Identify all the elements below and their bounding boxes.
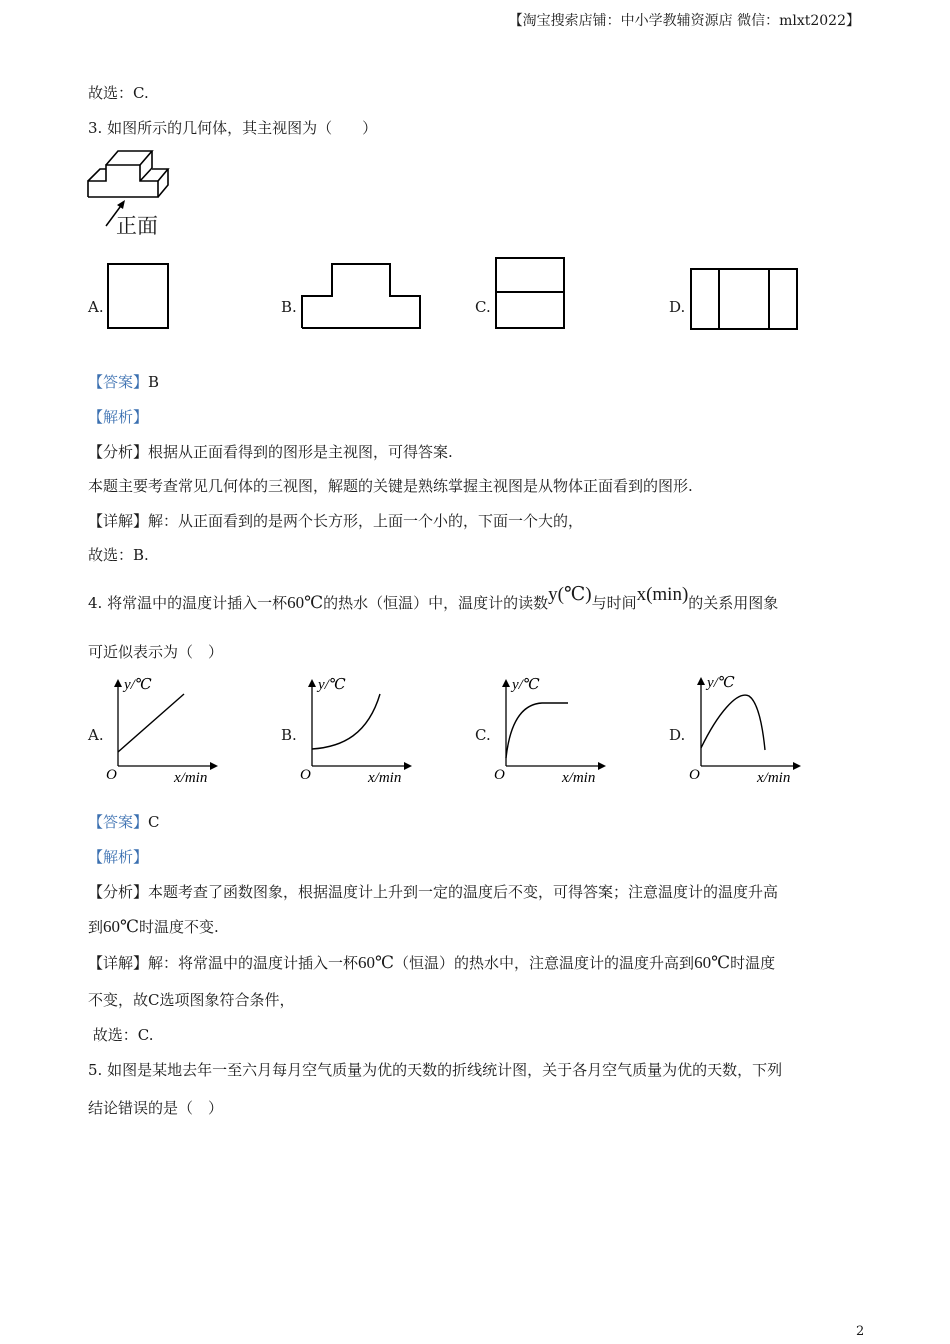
q4-detail [88,952,775,973]
q4-graph-b-xlabel: x/min [368,770,402,786]
q4-stem-p3: 与时间 [591,594,637,612]
q3-analysis-tag: 【解析】 [88,408,149,426]
q4-fenxi-line2-p1: 到 [88,918,104,936]
q4-stem-p4: 的关系用图象 [688,594,779,612]
q4-y-var: y(℃) [548,584,592,605]
q3-answer-value: B [148,373,160,391]
q4-detail-temp1: 60℃ [358,953,395,972]
q4-stem-p2: 的热水（恒温）中，温度计的读数 [323,594,549,612]
q4-detail-p2: （恒温）的热水中，注意温度计的温度升高到 [394,954,695,972]
q4-fenxi-line2 [88,916,219,937]
q4-graph-b-origin: O [300,767,311,783]
q4-detail-p3: 时温度 [730,954,776,972]
q4-answer-value: C [148,813,160,831]
q3-front-label: 正面 [116,214,158,238]
q3-option-d-figure [689,267,799,331]
q4-graph-d-ylabel: y/℃ [707,675,735,691]
q4-analysis-tag: 【解析】 [88,848,149,866]
q4-graph-d-origin: O [689,767,700,783]
header-shop-info: 【淘宝搜索店铺：中小学教辅资源店 微信：mlxt2022】 [508,13,860,29]
q4-graph-c-ylabel: y/℃ [512,677,540,693]
q4-detail-p1: 【详解】解：将常温中的温度计插入一杯 [88,954,359,972]
q3-stem: 3. 如图所示的几何体，其主视图为（ ） [88,119,378,137]
q4-stem-line2: 可近似表示为（ ） [88,643,224,661]
q3-detail: 【详解】解：从正面看到的是两个长方形，上面一个小的，下面一个大的， [88,512,584,530]
q4-choice: 故选：C. [88,1026,154,1044]
q4-temp: 60℃ [287,593,324,612]
q4-answer [88,811,160,832]
q4-graph-c-origin: O [494,767,505,783]
q4-graph-a [104,672,224,787]
q4-graph-c [492,672,612,787]
q4-fenxi-temp: 60℃ [103,917,140,936]
q4-stem-line1 [88,584,779,614]
q4-graph-a-origin: O [106,767,117,783]
q3-option-d-label: D. [669,298,686,316]
q3-answer-tag: 【答案】 [88,373,149,391]
q3-option-a-figure [106,262,170,330]
q4-graph-d [687,670,807,787]
q4-option-c-label: C. [475,726,491,744]
q4-x-var: x(min) [636,584,689,605]
q3-fenxi: 【分析】根据从正面看得到的图形是主视图，可得答案. [88,443,453,461]
q5-stem-line2: 结论错误的是（ ） [88,1099,224,1117]
q4-graph-a-ylabel: y/℃ [124,677,152,693]
q5-stem-line1: 5. 如图是某地去年一至六月每月空气质量为优的天数的折线统计图，关于各月空气质量为优的天数，下列 [88,1061,783,1079]
q4-option-b-label: B. [281,726,297,744]
q4-fenxi-line2-p2: 时温度不变. [139,918,219,936]
q3-note: 本题主要考查常见几何体的三视图，解题的关键是熟练掌握主视图是从物体正面看到的图形. [88,477,693,495]
q4-answer-tag: 【答案】 [88,813,149,831]
q4-stem-p1: 4. 将常温中的温度计插入一杯 [88,594,288,612]
page-number: 2 [856,1324,865,1339]
q4-graph-b [298,672,418,787]
q3-answer [88,371,159,392]
q4-graph-b-ylabel: y/℃ [318,677,346,693]
q4-graph-d-xlabel: x/min [757,770,791,786]
q3-option-a-label: A. [88,298,104,316]
q2-choice: 故选：C. [88,84,149,102]
q3-option-c-label: C. [475,298,491,316]
q4-graph-c-xlabel: x/min [562,770,596,786]
q4-option-d-label: D. [669,726,686,744]
q3-option-b-label: B. [281,298,297,316]
q4-option-a-label: A. [88,726,104,744]
q4-detail-line2: 不变，故C选项图象符合条件， [88,991,295,1009]
q4-graph-a-xlabel: x/min [174,770,208,786]
q4-fenxi: 【分析】本题考查了函数图象，根据温度计上升到一定的温度后不变，可得答案；注意温度计的温度升高 [88,883,779,901]
q3-choice: 故选：B. [88,546,149,564]
q3-option-c-figure [494,256,568,330]
q4-detail-temp2: 60℃ [694,953,731,972]
q3-option-b-figure [300,262,424,330]
